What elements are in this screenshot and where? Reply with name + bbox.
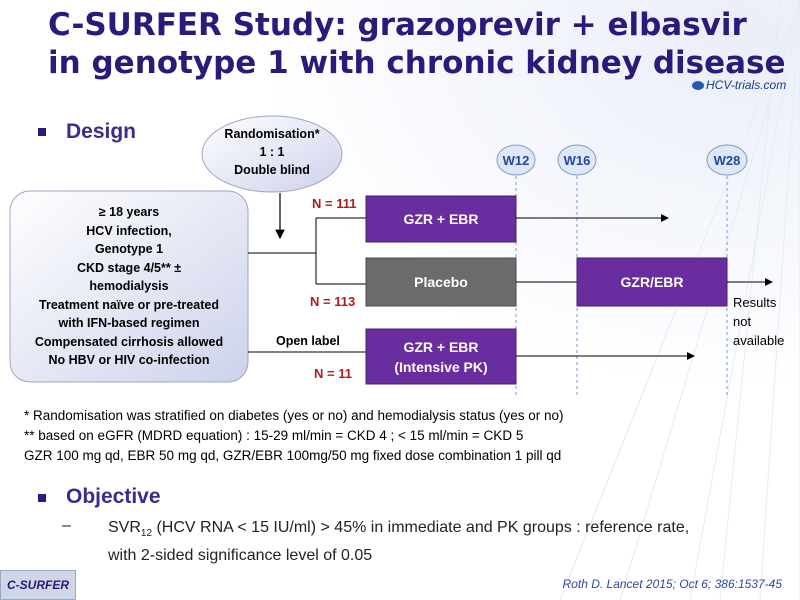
eligibility-line-3: Genotype 1	[94, 242, 164, 256]
eligibility-line-1: ≥ 18 years	[98, 205, 160, 219]
footnote-randomisation: * Randomisation was stratified on diabetes (yes or no) and hemodialysis status (yes or no)	[24, 408, 564, 423]
randomisation-line-2: 1 : 1	[259, 145, 285, 159]
objective-svr: SVR	[108, 519, 141, 536]
arm-immediate-label: GZR + EBR	[403, 211, 479, 227]
eligibility-line-8: Compensated cirrhosis allowed	[34, 335, 224, 349]
design-heading: Design	[66, 120, 137, 143]
eligibility-line-2: HCV infection,	[86, 224, 172, 238]
arm-intensive-pk-line-2: (Intensive PK)	[394, 359, 488, 375]
randomisation-line-3: Double blind	[234, 163, 310, 177]
results-line-1: Results	[733, 295, 777, 310]
eligibility-line-6: Treatment naïve or pre-treated	[39, 298, 219, 312]
n-11-label: N = 11	[314, 366, 352, 381]
footer-citation: Roth D. Lancet 2015; Oct 6; 386:1537-45	[562, 577, 782, 591]
week-w28-label: W28	[713, 153, 741, 168]
eligibility-line-9: No HBV or HIV co-infection	[48, 353, 210, 367]
arm-intensive-pk-box	[366, 329, 516, 384]
objective-svr-subscript: 12	[140, 528, 153, 540]
week-w16-label: W16	[563, 153, 591, 168]
n-113-label: N = 113	[310, 294, 356, 309]
objective-text	[108, 517, 708, 567]
objective-text-body: (HCV RNA < 15 IU/ml) > 45% in immediate and PK groups : reference rate, with 2-sided significance level of 0.05	[108, 519, 690, 565]
randomisation-line-1: Randomisation*	[224, 127, 320, 141]
title-line-2: in genotype 1 with chronic kidney disease	[48, 45, 786, 81]
eligibility-line-7: with IFN-based regimen	[58, 316, 200, 330]
arm-deferred-label: GZR/EBR	[620, 274, 684, 290]
arm-placebo-label: Placebo	[414, 274, 468, 290]
logo-text: HCV-trials.com	[706, 78, 787, 92]
objective-bullet-icon	[38, 494, 46, 502]
title-line-1: C-SURFER Study: grazoprevir + elbasvir	[48, 7, 747, 43]
footer-study-tag: C-SURFER	[0, 570, 76, 600]
footnote-dosing: GZR 100 mg qd, EBR 50 mg qd, GZR/EBR 100mg/50 mg fixed dose combination 1 pill qd	[24, 448, 562, 463]
footnote-egfr: ** based on eGFR (MDRD equation) : 15-29 ml/min = CKD 4 ; < 15 ml/min = CKD 5	[24, 428, 524, 443]
objective-heading: Objective	[66, 485, 161, 508]
eligibility-line-4: CKD stage 4/5** ±	[76, 261, 182, 275]
objective-dash: –	[62, 517, 71, 534]
results-line-3: available	[733, 333, 785, 348]
arm-intensive-pk-line-1: GZR + EBR	[403, 339, 479, 355]
week-w12-label: W12	[502, 153, 530, 168]
n-111-label: N = 111	[312, 196, 357, 211]
eligibility-line-5: hemodialysis	[89, 279, 169, 293]
open-label-text: Open label	[276, 334, 340, 348]
results-line-2: not	[733, 314, 752, 329]
